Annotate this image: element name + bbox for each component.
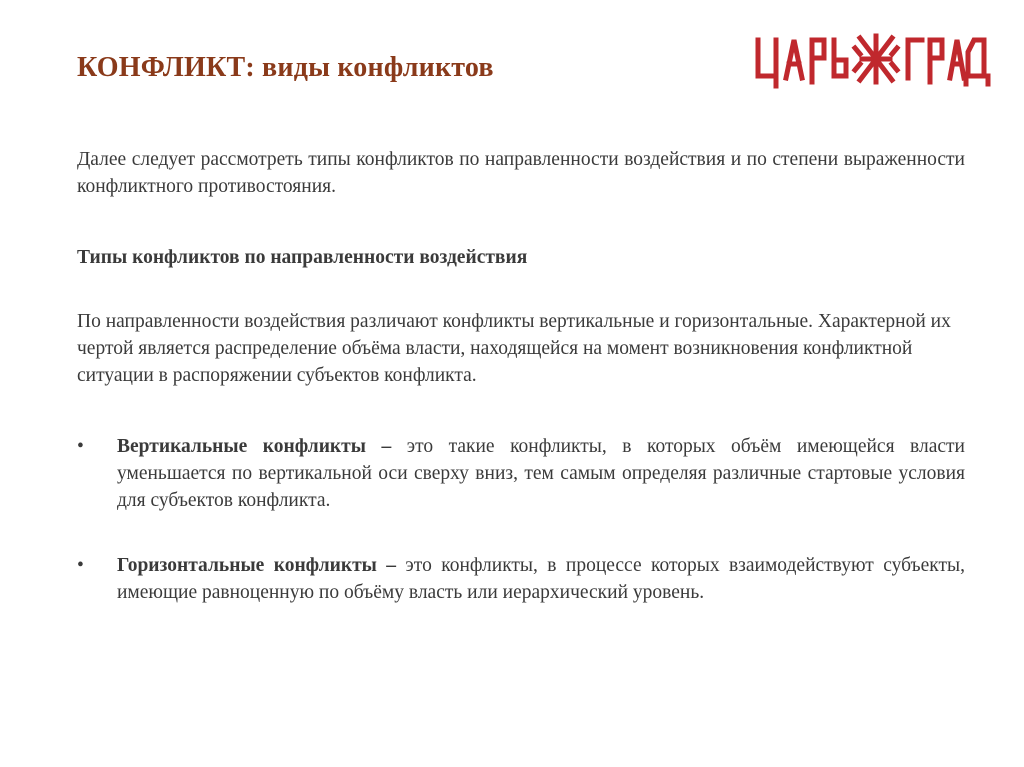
bullet-marker: • [77, 436, 84, 457]
definition-horizontal-conflicts: это конфликты, в процессе которых взаимодействуют субъекты, имеющие равноценную по объёму власть или иерархический уровень. [117, 555, 965, 603]
definition-vertical-conflicts: это такие конфликты, в которых объём имеющейся власти уменьшается по вертикальной оси сверху вниз, тем самым определяя различные стартовые условия для субъектов конфликта. [117, 436, 965, 511]
term-horizontal-conflicts: Горизонтальные конфликты – [117, 555, 397, 576]
slide-content [77, 146, 965, 606]
slide-title: КОНФЛИКТ: виды конфликтов [77, 52, 494, 83]
intro-paragraph: Далее следует рассмотреть типы конфликтов по направленности воздействия и по степени выраженности конфликтного противостояния. [77, 149, 965, 197]
list-item-vertical-conflicts [77, 433, 965, 514]
term-vertical-conflicts: Вертикальные конфликты – [117, 436, 392, 457]
list-item-horizontal-conflicts [77, 552, 965, 606]
subheading-direction-types: Типы конфликтов по направленности воздействия [77, 247, 528, 268]
conflict-types-list [77, 433, 965, 606]
bullet-marker: • [77, 555, 84, 576]
tsargrad-logo [752, 28, 992, 90]
direction-paragraph: По направленности воздействия различают конфликты вертикальные и горизонтальные. Характерной их чертой является распределение объёма власти, находящейся на момент возникновения конфликтной ситуации в распоряжении субъектов конфликта. [77, 311, 951, 386]
